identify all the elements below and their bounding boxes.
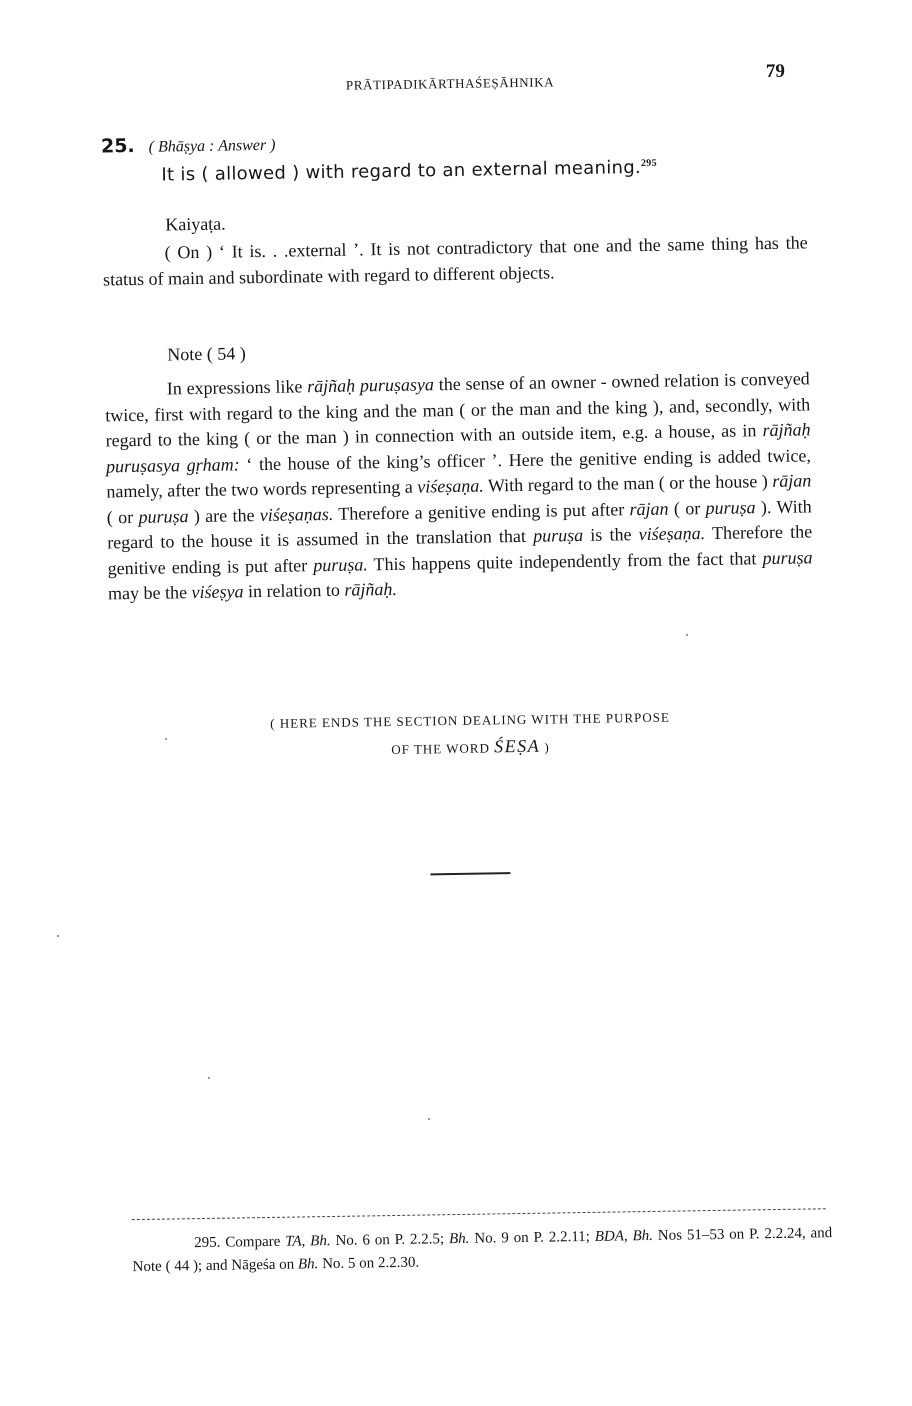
italic-term: puruṣa (705, 496, 756, 518)
footnote-separator (132, 1208, 826, 1220)
text-run: the sense of an owner - owned relation is conveyed twice, first with regard to the king and the man ( or the man and the king ), and, secondly, with regard to the king ( or the man ) in connection with an outside item, e.g. a house, as in (105, 368, 811, 451)
italic-term: rājñaḥ puruṣasya (306, 374, 435, 397)
italic-term: puruṣa (138, 505, 189, 527)
section-heading (101, 133, 276, 158)
section-label: ( Bhāṣya : Answer ) (148, 136, 276, 156)
text-run: Therefore a genitive ending is put after (333, 498, 630, 524)
section-end-word: ŚEṢA (493, 735, 541, 757)
answer-sentence: It is ( allowed ) with regard to an external meaning. (161, 157, 642, 186)
italic-term: puruṣa (532, 524, 584, 546)
italic-term: rājan (772, 470, 812, 491)
italic-term: BDA, Bh. (594, 1227, 654, 1245)
note-title: Note ( 54 ) (167, 343, 246, 365)
scan-speck (686, 634, 688, 636)
text-run: ( or (106, 506, 139, 527)
text-run: may be the (107, 582, 192, 604)
answer-text (161, 157, 657, 186)
text-run: No. 9 on P. 2.2.11; (469, 1228, 595, 1247)
text-run: Nos 51–53 on P. 2.2.24, and Note ( 44 ); and Nāgeśa on (132, 1225, 833, 1276)
section-number: 25. (100, 134, 135, 158)
scan-speck (208, 1077, 210, 1079)
note-paragraph (105, 366, 814, 607)
scan-speck (428, 1118, 430, 1120)
kaiyata-paragraph (102, 230, 808, 292)
italic-term: puruṣa. (313, 553, 368, 575)
text-run: In expressions like (166, 376, 308, 399)
footnote (132, 1222, 833, 1279)
scan-speck (57, 935, 59, 937)
italic-term: rājñaḥ puruṣasya gṛham: (105, 419, 811, 476)
text-run: This happens quite independently from the fact that (367, 547, 763, 574)
text-run: Therefore the genitive ending is put after (107, 521, 813, 578)
section-end-suffix: ) (544, 739, 550, 755)
italic-term: puruṣa (762, 546, 813, 568)
scan-speck (165, 738, 167, 740)
italic-term: rājan (629, 498, 669, 519)
section-end-notice (190, 702, 751, 766)
text-run: Compare (225, 1233, 286, 1251)
section-divider (430, 872, 510, 875)
text-run: ( or (668, 497, 706, 519)
italic-term: viśeṣya (191, 581, 244, 603)
text-run: in relation to (243, 579, 345, 602)
italic-term: rājñaḥ. (344, 578, 398, 600)
running-head: PRĀTIPADIKĀRTHAŚEṢĀHNIKA (345, 74, 555, 93)
page-number: 79 (765, 60, 786, 83)
text-run: is the (582, 524, 639, 545)
italic-term: viśeṣaṇa. (638, 523, 706, 545)
kaiyata-title: Kaiyaṭa. (165, 213, 226, 235)
italic-term: viśeṣaṇa. (417, 475, 484, 497)
text-run: ) are the (188, 504, 260, 526)
italic-term: TA, Bh. (285, 1233, 331, 1250)
text-run: ‘ the house of the king’s officer ’. Here the genitive ending is added twice, namely, after the two words representing a (106, 444, 812, 502)
text-run: ). With regard to the house it is assumed in the translation that (107, 495, 812, 553)
italic-term: Bh. (448, 1230, 470, 1248)
section-end-line-1: ( HERE ENDS THE SECTION DEALING WITH THE PURPOSE (270, 709, 671, 731)
footnote-ref: 295 (640, 157, 657, 170)
italic-term: viśeṣaṇas. (259, 503, 334, 525)
text-run: No. 5 on 2.2.30. (318, 1254, 420, 1273)
italic-term: Bh. (297, 1256, 319, 1273)
text-run: With regard to the man ( or the house ) (483, 470, 773, 496)
text-run: No. 6 on P. 2.2.5; (330, 1231, 450, 1250)
section-end-prefix: OF THE WORD (391, 740, 491, 758)
footnote-number: 295. (194, 1234, 221, 1252)
kaiyata-text: ( On ) ‘ It is. . .external ’. It is not contradictory that one and the same thing has the status of main and subordinate with regard to different objects. (102, 232, 808, 289)
